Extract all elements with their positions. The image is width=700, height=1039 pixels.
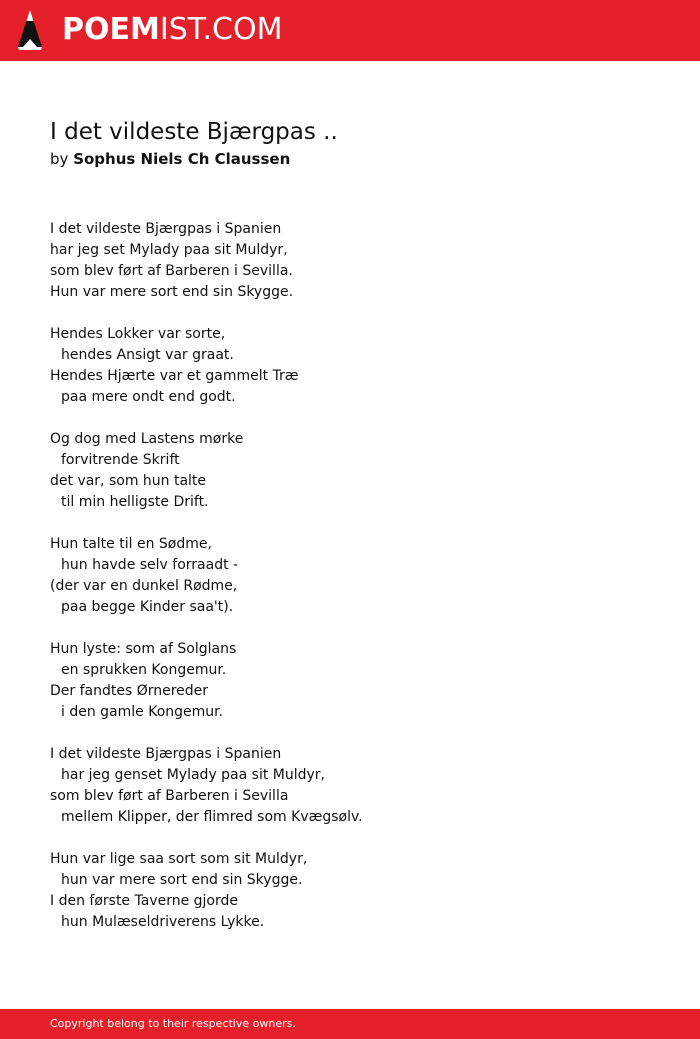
poem-stanza <box>50 534 670 618</box>
poem-line: hun var mere sort end sin Skygge. <box>61 872 303 888</box>
poem-line: hun havde selv forraadt - <box>61 557 239 573</box>
site-logo[interactable] <box>62 12 282 48</box>
site-footer <box>0 1009 700 1039</box>
poem-line: Hendes Lokker var sorte, <box>50 326 226 342</box>
poem-line: Og dog med Lastens mørke <box>50 431 244 447</box>
logo-text-bold: POEM <box>62 12 160 47</box>
pencil-tip-icon[interactable] <box>17 9 43 51</box>
poem-line: hun Mulæseldriverens Lykke. <box>61 914 265 930</box>
poem-line: paa mere ondt end godt. <box>61 389 236 405</box>
poem-stanza <box>50 744 670 828</box>
poem-stanza <box>50 639 670 723</box>
byline-prefix: by <box>50 150 69 168</box>
poem-line: som blev ført af Barberen i Sevilla. <box>50 263 293 279</box>
poem-body <box>50 219 670 954</box>
poem-line: Hun var mere sort end sin Skygge. <box>50 284 294 300</box>
poem-line: forvitrende Skrift <box>61 452 180 468</box>
poem-line: har jeg set Mylady paa sit Muldyr, <box>50 242 288 258</box>
poem-line: Der fandtes Ørnereder <box>50 683 209 699</box>
poem-line: I den første Taverne gjorde <box>50 893 239 909</box>
poem-line: I det vildeste Bjærgpas i Spanien <box>50 746 282 762</box>
poem-line: Hun talte til en Sødme, <box>50 536 212 552</box>
poem-line: til min helligste Drift. <box>61 494 209 510</box>
poem-line: som blev ført af Barberen i Sevilla <box>50 788 289 804</box>
poem-byline <box>50 149 290 169</box>
poem-title: I det vildeste Bjærgpas .. <box>50 119 338 145</box>
poem-line: Hun var lige saa sort som sit Muldyr, <box>50 851 308 867</box>
poem-line: paa begge Kinder saa't). <box>61 599 234 615</box>
poem-line: Hendes Hjærte var et gammelt Træ <box>50 368 299 384</box>
poem-line: har jeg genset Mylady paa sit Muldyr, <box>61 767 326 783</box>
poem-line: en sprukken Kongemur. <box>61 662 227 678</box>
poem-line: i den gamle Kongemur. <box>61 704 224 720</box>
poem-stanza <box>50 219 670 303</box>
poem-line: hendes Ansigt var graat. <box>61 347 234 363</box>
copyright-notice: Copyright belong to their respective owners. <box>50 1017 296 1030</box>
poem-stanza <box>50 324 670 408</box>
poem-line: mellem Klipper, der flimred som Kvægsølv. <box>61 809 363 825</box>
poem-line: I det vildeste Bjærgpas i Spanien <box>50 221 282 237</box>
poem-line: (der var en dunkel Rødme, <box>50 578 238 594</box>
site-header <box>0 0 700 61</box>
logo-text-light: IST.COM <box>159 12 283 47</box>
poem-stanza <box>50 429 670 513</box>
poem-line: Hun lyste: som af Solglans <box>50 641 237 657</box>
poem-author: Sophus Niels Ch Claussen <box>73 150 291 168</box>
poem-line: det var, som hun talte <box>50 473 207 489</box>
poem-stanza <box>50 849 670 933</box>
